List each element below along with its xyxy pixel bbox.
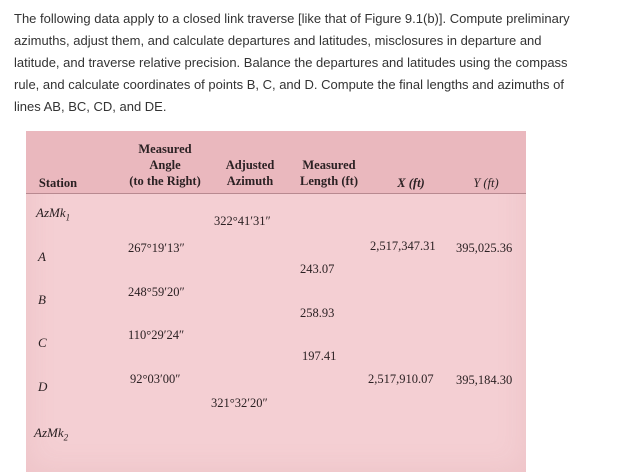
header-measured-angle — [110, 141, 220, 189]
station-azmk1 — [36, 205, 70, 223]
coord-d-x: 2,517,910.07 — [368, 372, 434, 386]
angle-d: 92°03′00″ — [130, 372, 181, 386]
length-ab: 243.07 — [300, 262, 335, 276]
angle-b: 248°59′20″ — [128, 285, 185, 299]
traverse-data-table — [26, 131, 526, 472]
header-measured-length-line-1: Measured — [302, 158, 356, 172]
station-a: A — [38, 249, 46, 264]
header-adjusted-azimuth-line-1: Adjusted — [225, 158, 275, 172]
station-d: D — [38, 379, 48, 394]
header-measured-angle-line-1: Measured — [138, 142, 192, 156]
header-measured-angle-line-2: Angle — [149, 158, 181, 172]
header-adjusted-azimuth-line-2: Azimuth — [226, 174, 274, 188]
azimuth-start: 322°41′31″ — [214, 214, 271, 228]
header-y: Y (ft) — [473, 176, 499, 190]
problem-line-2: azimuths, adjust them, and calculate departures and latitudes, misclosures in departure and — [14, 33, 542, 48]
length-bc: 258.93 — [300, 306, 335, 320]
problem-line-4: rule, and calculate coordinates of points B, C, and D. Compute the final lengths and azimuths of — [14, 77, 564, 92]
angle-c: 110°29′24″ — [128, 328, 185, 342]
header-measured-length — [286, 157, 372, 189]
coord-d-y: 395,184.30 — [456, 373, 513, 387]
station-c: C — [38, 335, 47, 350]
header-measured-length-line-2: Length (ft) — [300, 174, 358, 188]
length-cd: 197.41 — [302, 349, 337, 363]
coord-a-x: 2,517,347.31 — [370, 239, 436, 253]
header-station: Station — [38, 176, 78, 190]
station-azmk1-subscript: 1 — [65, 212, 71, 223]
problem-statement — [14, 8, 614, 118]
problem-line-1: The following data apply to a closed link traverse [like that of Figure 9.1(b)]. Compute preliminary — [14, 11, 570, 26]
problem-line-3: latitude, and traverse relative precision. Balance the departures and latitudes using the compass — [14, 55, 568, 70]
coord-a-y: 395,025.36 — [456, 241, 513, 255]
table-header-divider — [26, 193, 526, 194]
header-adjusted-azimuth — [210, 157, 290, 189]
station-azmk2-label: AzMk — [34, 425, 64, 440]
station-b: B — [38, 292, 46, 307]
angle-a: 267°19′13″ — [128, 241, 185, 255]
problem-line-5: lines AB, BC, CD, and DE. — [14, 99, 167, 114]
header-x: X (ft) — [397, 176, 425, 190]
station-azmk2 — [34, 425, 68, 443]
station-azmk2-subscript: 2 — [63, 432, 69, 443]
station-azmk1-label: AzMk — [36, 205, 66, 220]
azimuth-end: 321°32′20″ — [211, 396, 268, 410]
header-measured-angle-line-3: (to the Right) — [129, 174, 201, 188]
